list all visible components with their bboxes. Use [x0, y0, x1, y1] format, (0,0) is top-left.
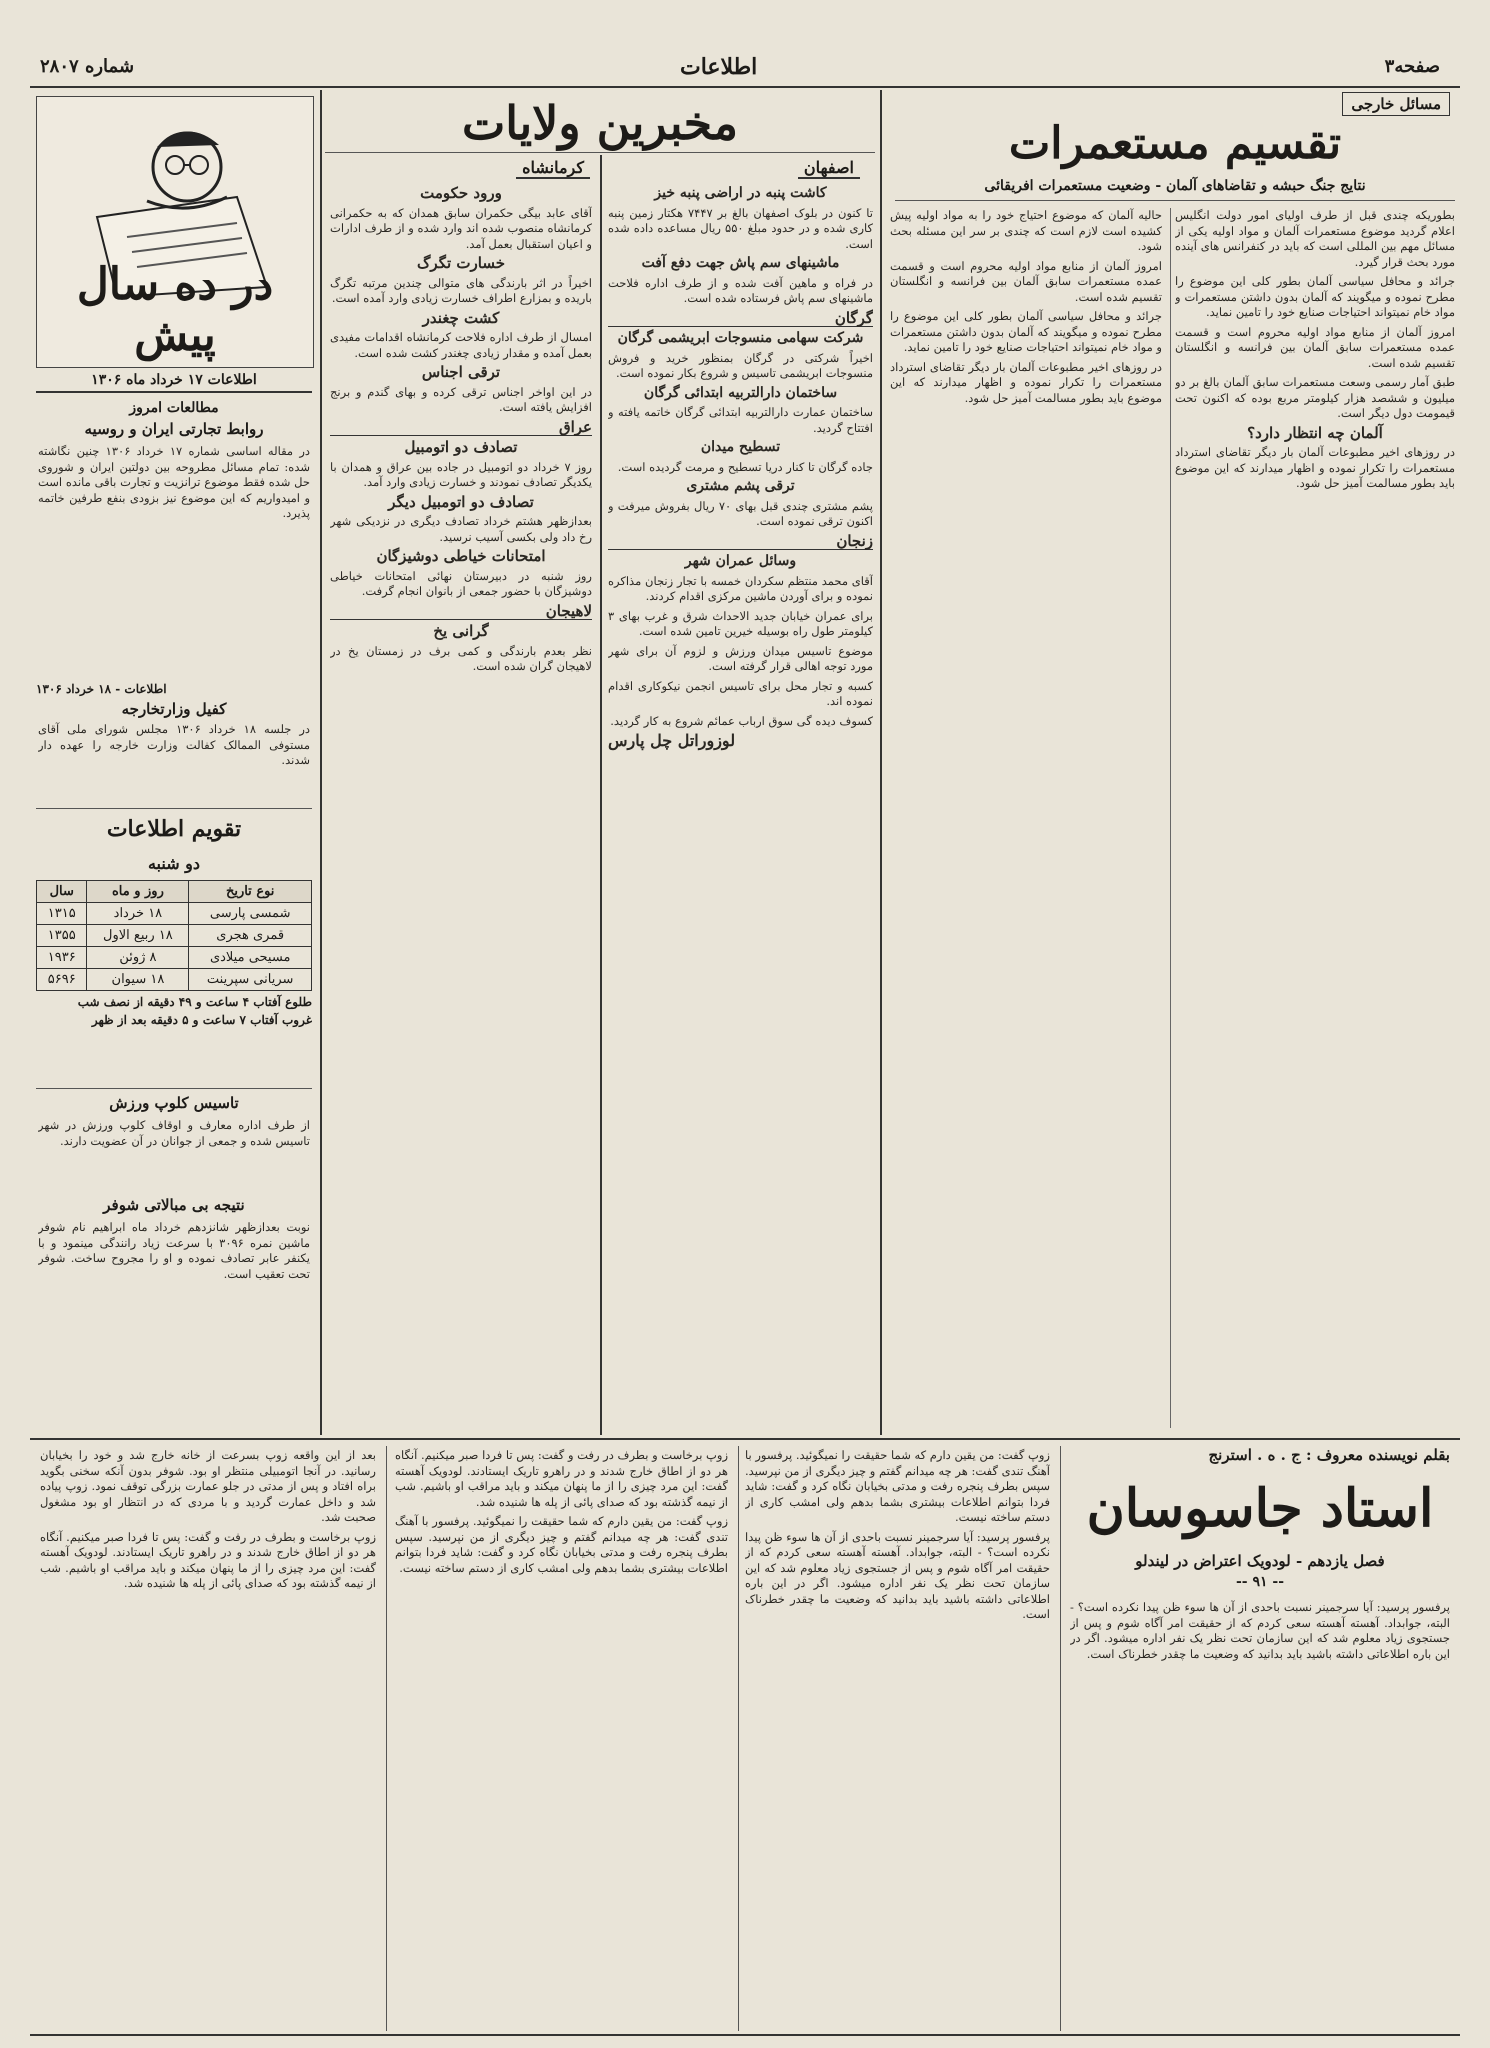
colonies-paragraph: امروز آلمان از منابع مواد اولیه محروم است و قسمت عمده مستعمرات سابق آلمان بین فرانسه و انگلستان تقسیم شده است. [1175, 324, 1455, 370]
calendar-cell: ۱۹۳۶ [37, 947, 87, 969]
news-paragraph: امسال از طرف اداره فلاحت کرمانشاه اقدامات مفیدی بعمل آمده و مقدار زیادی چغندر کشت شده است. [330, 330, 592, 360]
sports-paragraph: از طرف اداره معارف و اوقاف کلوپ ورزش در شهر تاسیس شده و جمعی از جوانان در آن عضویت دارند. [38, 1118, 310, 1148]
colonies-title: تقسیم مستعمرات [1008, 118, 1342, 169]
calendar-day: دو شنبه [147, 854, 201, 873]
colonies-paragraph: طبق آمار رسمی وسعت مستعمرات سابق آلمان بالغ بر دو میلیون و ششصد هزار کیلومتر مربع بوده که اکنون تحت قیمومت دول دیگر است. [1175, 375, 1455, 420]
lahijan-label: لاهیجان [330, 604, 592, 621]
calendar-cell: ۱۸ خرداد [87, 903, 189, 925]
driver-paragraph: نوبت بعدازظهر شانزدهم خرداد ماه ابراهیم نام شوفر ماشین نمره ۳۰۹۶ با سرعت زیاد رانندگی مینمود و با یکنفر عابر تصادف نموده و او را مجروح ساخت. شوفر تحت تعقیب است. [38, 1220, 310, 1281]
colonies-paragraph: امروز آلمان از منابع مواد اولیه محروم است و قسمت عمده مستعمرات سابق آلمان بین فرانسه و انگلستان تقسیم شده است. [890, 258, 1162, 304]
news-paragraph: آقای محمد منتظم سکردان خمسه با تجار زنجان مذاکره نموده و برای آوردن ماشین مرکزی اقدام کردند. [608, 573, 873, 603]
calendar-row [37, 925, 312, 947]
colonies-inner-divider [1170, 208, 1171, 1428]
news-headline: شرکت سهامی منسوجات ابریشمی گرگان [617, 330, 864, 346]
colonies-column-right [1175, 208, 1455, 1428]
serial-title: استاد جاسوسان [1086, 1478, 1434, 1539]
serial-divider [738, 1446, 739, 2031]
serial-divider [386, 1446, 387, 2031]
calendar-rule [36, 808, 312, 809]
calendar-cell: قمری هجری [189, 925, 312, 947]
serial-top-rule [30, 1438, 1460, 1440]
serial-paragraph: زوپ برخاست و بطرف در رفت و گفت: پس تا فردا صبر میکنیم. آنگاه هر دو از اطاق خارج شدند و در راهرو تاریک ایستادند. لودویک آهسته گفت: این مرد چیزی را از ما پنهان میکند و باید مراقب او باشیم. شب از نیمه گذشته بود که صدای پائی از پله ها شنیده شد. [395, 1448, 728, 1509]
calendar-cell: ۱۸ ربیع الاول [87, 925, 189, 947]
serial-paragraph: زوپ برخاست و بطرف در رفت و گفت: پس تا فردا صبر میکنیم. آنگاه هر دو از اطاق خارج شدند و در راهرو تاریک ایستادند. لودویک آهسته گفت: این مرد چیزی را از ما پنهان میکند و باید مراقب او باشیم. شب از نیمه گذشته بود که صدای پائی از پله ها شنیده شد. [40, 1529, 376, 1590]
serial-paragraph: پرفسور پرسید: آیا سرجمینر نسبت باحدی از آن ها سوء ظن پیدا نکرده است؟ - البته، جوابداد. آهسته آهسته سعی کردم که از حقیقت امر آگاه شوم و پس از جستجوی زیاد معلوم شد که این سازمان تحت نظر یک نفر اداره میشود. اگر در این باره اطلاعاتی داشته باشید باید بدانید که وضعیت ما چقدر خطرناک است. [745, 1529, 1050, 1621]
calendar-cell: ۸ ژوئن [87, 947, 189, 969]
history-paragraph: در مقاله اساسی شماره ۱۷ خرداد ۱۳۰۶ چنین نگاشته شده: تمام مسائل مطروحه بین دولتین ایران و شوروی حل شده فقط موضوع ترانزیت و تجارت باقی مانده است و امیدواریم که این موضوع نیز بزودی بنفع طرفین خاتمه پذیرد. [38, 444, 310, 520]
history-source: اطلاعات - ۱۸ خرداد ۱۳۰۶ [36, 682, 167, 696]
calendar-row [37, 969, 312, 991]
news-paragraph: موضوع تاسیس میدان ورزش و لزوم آن برای شهر مورد توجه اهالی قرار گرفته است. [608, 643, 873, 673]
colonies-paragraph: بطوریکه چندی قبل از طرف اولیای امور دولت انگلیس اعلام گردید موضوع مستعمرات آلمان و مواد اولیه یکی از مسائل مهم بین المللی است که باید در کنفرانس های آینده مورد بحث قرار گیرد. [1175, 208, 1455, 269]
colonies-column-left [890, 208, 1162, 1428]
kermanshah-label: کرمانشاه [516, 158, 590, 179]
history-body [38, 444, 310, 694]
column-divider-left [320, 90, 322, 1435]
colonies-heading: آلمان چه انتظار دارد؟ [1247, 423, 1383, 442]
page-bottom-rule [30, 2034, 1460, 2036]
news-headline: تسطیح میدان [700, 439, 781, 455]
news-paragraph: اخیراً شرکتی در گرگان بمنظور خرید و فروش منسوجات ابریشمی تاسیس و شروع بکار نموده است. [608, 350, 873, 380]
zanjan-label: زنجان [608, 534, 873, 551]
news-headline: گرانی یخ [433, 622, 489, 640]
calendar-cell: شمسی پارسی [189, 903, 312, 925]
paper-name: اطلاعات [680, 54, 758, 80]
calendar-cell: ۱۳۱۵ [37, 903, 87, 925]
calendar-cell: ۵۶۹۶ [37, 969, 87, 991]
history-heading: کفیل وزارتخارجه [121, 700, 227, 718]
news-paragraph: تا کنون در بلوک اصفهان بالغ بر ۷۴۴۷ هکتار زمین پنبه کاری شده و در حدود مبلغ ۵۵۰ ریال مساعده داده شده است. [608, 205, 873, 251]
history-paragraph: در جلسه ۱۸ خرداد ۱۳۰۶ مجلس شورای ملی آقای مستوفی الممالک کفالت وزارت خارجه را عهده دار شدند. [38, 722, 310, 767]
provinces-column-right [608, 186, 873, 1431]
calendar-cell: مسیحی میلادی [189, 947, 312, 969]
news-paragraph: آقای عابد بیگی حکمران سابق همدان که به حکمرانی کرمانشاه منصوب شده اند وارد شده و از طرف ادارات و اعیان استقبال بعمل آمد. [330, 205, 592, 251]
news-headline: کشت چغندر [422, 308, 500, 327]
sports-title: تاسیس کلوپ ورزش [109, 1094, 239, 1112]
colonies-paragraph: در روزهای اخیر مطبوعات آلمان بار دیگر تقاضای استرداد مستعمرات را تکرار نموده و اظهار میدارند که این موضوع باید بطور مسالمت آمیز حل شود. [1175, 445, 1455, 490]
provinces-title: مخبرین ولایات [462, 96, 738, 150]
calendar-cell: ۱۳۵۵ [37, 925, 87, 947]
page-header [0, 48, 1490, 88]
calendar-row [37, 903, 312, 925]
calendar-col-year: سال [37, 881, 87, 903]
provinces-rule [325, 152, 875, 153]
issue-number: شماره ۲۸۰۷ [40, 56, 135, 77]
serial-paragraph: زوپ گفت: من یقین دارم که شما حقیقت را نمیگوئید. پرفسور با آهنگ تندی گفت: هر چه میدانم گفتم و چیز دیگری از من نپرسید. سپس بطرف پنجره رفت و مدتی بخیابان نگاه کرد و گفت: شاید فردا بتوانم اطلاعات بیشتری بشما بدهم ولی امشب کاری از دستم ساخته نیست. [745, 1448, 1050, 1524]
calendar-title: تقویم اطلاعات [106, 816, 242, 842]
header-rule [30, 86, 1460, 88]
news-paragraph: پشم مشتری چندی قبل بهای ۷۰ ریال بفروش میرفت و اکنون ترقی نموده است. [608, 498, 873, 528]
history-title: در ده سال پیش [76, 259, 274, 361]
serial-column-1 [1070, 1600, 1450, 2030]
news-headline: ماشینهای سم پاش جهت دفع آفت [641, 255, 840, 271]
provinces-column-left [330, 186, 592, 1431]
isfahan-label: اصفهان [798, 158, 860, 179]
colonies-paragraph: در روزهای اخیر مطبوعات آلمان بار دیگر تقاضای استرداد مستعمرات را تکرار نموده و اظهار میدارند که این موضوع باید بطور مسالمت آمیز حل شود. [890, 359, 1162, 405]
history-illustration [36, 96, 314, 368]
serial-paragraph: بعد از این واقعه زوپ بسرعت از خانه خارج شد و خود را بخیابان رسانید. در آنجا اتومبیلی منتظر او بود. شوفر بدون آنکه سخنی بگوید براه افتاد و پس از مدتی در جلو عمارت بزرگی توقف نمود. زوپ پیاده شد و داخل عمارت گردید و با مردی که در انتظار او بود مشغول صحبت شد. [40, 1448, 376, 1524]
news-paragraph: ساختمان عمارت دارالتربیه ابتدائی گرگان خاتمه یافته و افتتاح گردید. [608, 405, 873, 435]
calendar-table [36, 880, 312, 1029]
iraq-label: عراق [330, 420, 592, 437]
colonies-paragraph: جرائد و محافل سیاسی آلمان بطور کلی این موضوع را مطرح نموده و میگویند که آلمان بدون داشتن مستعمرات و مواد خام نمیتواند احتیاجات صنایع خود را تامین نماید. [890, 309, 1162, 354]
history-heading: مطالعات امروز [129, 400, 219, 416]
news-paragraph: در این اواخر اجناس ترقی کرده و بهای گندم و برنج افزایش یافته است. [330, 384, 592, 414]
serial-paragraph: پرفسور پرسید: آیا سرجمینر نسبت باحدی از آن ها سوء ظن پیدا نکرده است؟ - البته، جوابداد. آهسته آهسته سعی کردم که از حقیقت امر آگاه شوم و پس از جستجوی زیاد معلوم شد که این سازمان تحت نظر یک نفر اداره میشود. اگر در این باره اطلاعاتی داشته باشید باید بدانید که وضعیت ما چقدر خطرناک است. [1070, 1600, 1450, 1661]
sports-body [38, 1118, 310, 1188]
history-body2 [38, 722, 310, 782]
history-date: اطلاعات ۱۷ خرداد ماه ۱۳۰۶ [36, 372, 312, 393]
colonies-subtitle: نتایج جنگ حبشه و تقاضاهای آلمان - وضعیت مستعمرات افریقائی [984, 178, 1366, 194]
sunset-line: غروب آفتاب ۷ ساعت و ۵ دقیقه بعد از ظهر [91, 1013, 312, 1027]
calendar-col-date: روز و ماه [87, 881, 189, 903]
news-paragraph: برای عمران خیابان جدید الاحداث شرق و غرب بهای ۳ کیلومتر طول راه بوسیله خیرین تامین شده است. [608, 608, 873, 638]
news-headline: ترقی اجناس [421, 363, 501, 381]
serial-column-4 [40, 1448, 376, 2028]
column-divider-right [880, 90, 882, 1435]
serial-column-3 [395, 1448, 728, 2028]
colonies-paragraph: جرائد و محافل سیاسی آلمان بطور کلی این موضوع را مطرح نموده و میگویند که آلمان بدون داشتن مستعمرات و مواد خام نمیتواند احتیاجات صنایع خود را تامین نماید. [1175, 274, 1455, 319]
news-paragraph: کسوف دیده گی سوق ارباب عمائم شروع به کار گردید. [610, 713, 873, 728]
sunrise-line: طلوع آفتاب ۴ ساعت و ۴۹ دقیقه از نصف شب [77, 995, 312, 1009]
colonies-rule [895, 200, 1455, 201]
serial-paragraph: زوپ گفت: من یقین دارم که شما حقیقت را نمیگوئید. پرفسور با آهنگ تندی گفت: هر چه میدانم گفتم و چیز دیگری از من نپرسید. سپس بطرف پنجره رفت و مدتی بخیابان نگاه کرد و گفت: شاید فردا بتوانم اطلاعات بیشتری بشما بدهم ولی امشب کاری از دستم ساخته نیست. [395, 1514, 728, 1575]
column-divider-mid [600, 155, 602, 1435]
serial-divider [1060, 1446, 1061, 2031]
colonies-paragraph: حالیه آلمان که موضوع احتیاج خود را به مواد اولیه پیش کشیده است لازم است که چندی بر سر این مسئله بحث شود. [890, 208, 1162, 253]
section-foreign-label: مسائل خارجی [1342, 92, 1450, 116]
driver-body [38, 1220, 310, 1430]
calendar-cell: ۱۸ سیوان [87, 969, 189, 991]
serial-chapter: فصل یازدهم - لودویک اعتراض در لیندلو [1135, 1552, 1385, 1570]
news-paragraph: روز ۷ خرداد دو اتومبیل در جاده بین عراق و همدان با یکدیگر تصادف نمودند و خسارت زیادی وارد آمد. [330, 459, 592, 489]
news-headline: ورود حکومت [420, 186, 502, 202]
news-headline: تصادف دو اتومبیل دیگر [388, 492, 534, 511]
calendar-cell: سریانی سپرینت [189, 969, 312, 991]
history-subheading: روابط تجارتی ایران و روسیه [84, 420, 264, 438]
page-number-label: صفحه۳ [1384, 56, 1440, 77]
news-headline: وسائل عمران شهر [684, 553, 797, 569]
advert-line: لوزوراتل چل پارس [608, 731, 736, 750]
sports-rule [36, 1088, 312, 1089]
news-headline: ترقی پشم مشتری [686, 478, 795, 494]
news-paragraph: جاده گرگان تا کنار دریا تسطیح و مرمت گردیده است. [617, 459, 873, 474]
serial-number: -- ۹۱ -- [1235, 1574, 1285, 1590]
calendar-header-row [37, 881, 312, 903]
news-paragraph: بعدازظهر هشتم خرداد تصادف دیگری در نزدیکی شهر رخ داد ولی بکسی آسیب نرسید. [330, 514, 592, 544]
calendar-row [37, 947, 312, 969]
driver-title: نتیجه بی مبالاتی شوفر [103, 1196, 245, 1214]
news-headline: خسارت تگرگ [417, 254, 505, 272]
calendar-col-type: نوع تاریخ [189, 881, 312, 903]
serial-author: بقلم نویسنده معروف : ج . ه . استرنج [1208, 1446, 1450, 1464]
news-paragraph: نظر بعدم بارندگی و کمی برف در زمستان یخ در لاهیجان گران شده است. [330, 643, 592, 673]
news-paragraph: روز شنبه در دبیرستان نهائی امتحانات خیاطی دوشیزگان با حضور جمعی از بانوان انجام گرفت. [330, 568, 592, 598]
gorgan-label: گرگان [608, 311, 873, 328]
serial-column-2 [745, 1448, 1050, 2028]
news-paragraph: کسبه و تجار محل برای تاسیس انجمن نیکوکاری اقدام نموده اند. [608, 678, 873, 708]
news-paragraph: اخیراً در اثر بارندگی های متوالی چندین مرتبه تگرگ باریده و بمزارع اطراف خسارت زیادی وارد آمده است. [330, 275, 592, 305]
news-paragraph: در فراه و ماهین آفت شده و از طرف اداره فلاحت ماشینهای سم پاش فرستاده شده است. [608, 275, 873, 305]
news-headline: امتحانات خیاطی دوشیزگان [376, 547, 546, 565]
news-headline: ساختمان دارالتربیه ابتدائی گرگان [643, 384, 838, 401]
news-headline: کاشت پنبه در اراضی پنبه خیز [654, 186, 827, 201]
news-headline: تصادف دو اتومبیل [404, 438, 518, 456]
